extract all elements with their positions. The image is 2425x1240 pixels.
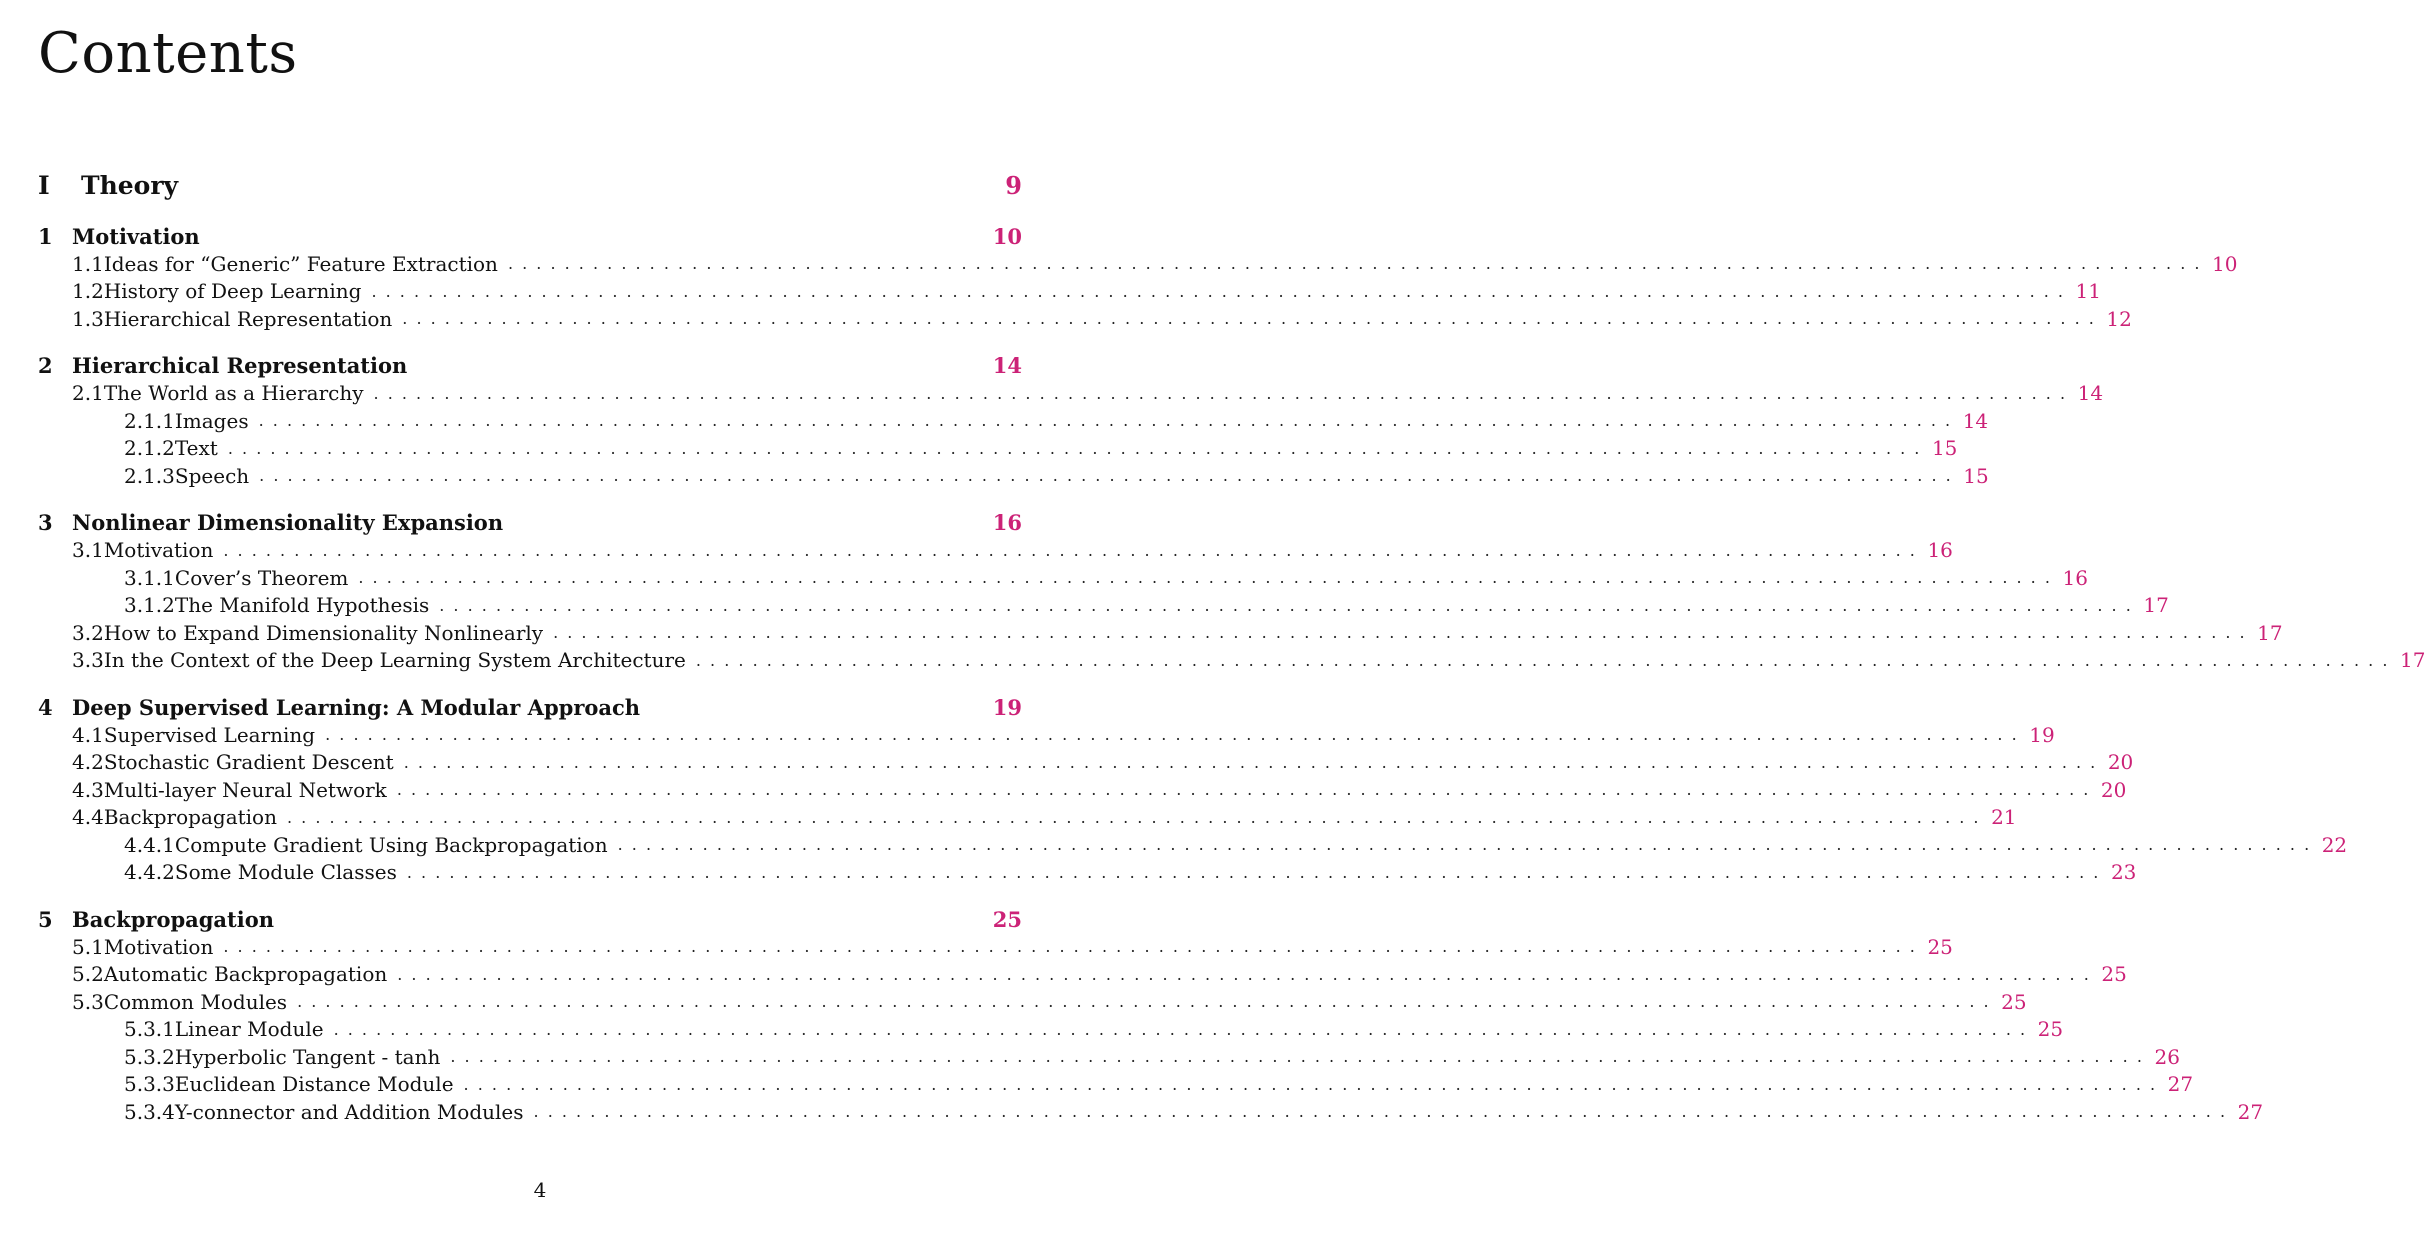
toc-chapter-row[interactable]	[38, 905, 1022, 933]
chapter-page-link[interactable]: 14	[992, 353, 1022, 378]
section-page-link[interactable]: 20	[2100, 777, 2127, 802]
subsection-page-link[interactable]: 15	[1963, 463, 1989, 488]
chapter-page-link[interactable]: 16	[992, 510, 1022, 535]
subsection-title: Images	[174, 408, 249, 433]
chapter-number: 1	[38, 223, 53, 249]
toc-chapter-row[interactable]	[38, 352, 1022, 380]
section-page-link[interactable]: 21	[1991, 805, 2017, 830]
chapter-title: Deep Supervised Learning: A Modular Approach	[72, 694, 641, 720]
page-title: Contents	[38, 21, 298, 86]
dot-leader: . . . . . . . . . . . . . . . . . . . . . . . . . . . . . . . . . . . . . . . . . . . . . . . . . . . . . . . . . . . . . . . . . . . . . . . . . . . . . . . . . . . . . . . . . . . . . . . . . . . . . . . . . . . . . . . . . . . . . . . .	[439, 595, 2133, 615]
toc-subsection-row[interactable]	[38, 435, 1958, 463]
section-page-link[interactable]: 11	[2075, 279, 2101, 304]
section-page-link[interactable]: 10	[2212, 251, 2238, 276]
dot-leader: . . . . . . . . . . . . . . . . . . . . . . . . . . . . . . . . . . . . . . . . . . . . . . . . . . . . . . . . . . . . . . . . . . . . . . . . . . . . . . . . . . . . . . . . . . . . . . . . . . . . . . . . . . . . . . . . . . . . . . . .	[325, 725, 2019, 745]
section-number: 1.1	[72, 251, 104, 276]
part-number: I	[38, 170, 50, 200]
dot-leader: . . . . . . . . . . . . . . . . . . . . . . . . . . . . . . . . . . . . . . . . . . . . . . . . . . . . . . . . . . . . . . . . . . . . . . . . . . . . . . . . . . . . . . . . . . . . . . . . . . . . . . . . . . . . . . . . . . . . . . . .	[403, 752, 2098, 772]
toc-chapter-row[interactable]	[38, 509, 1022, 537]
subsection-number: 2.1.3	[124, 463, 175, 488]
toc-subsection-row[interactable]	[38, 1071, 2194, 1099]
toc-chapter	[38, 693, 2348, 886]
section-title: Automatic Backpropagation	[103, 962, 388, 987]
dot-leader: . . . . . . . . . . . . . . . . . . . . . . . . . . . . . . . . . . . . . . . . . . . . . . . . . . . . . . . . . . . . . . . . . . . . . . . . . . . . . . . . . . . . . . . . . . . . . . . . . . . . . . . . . . . . . . . . . . . . . . . .	[358, 568, 2052, 588]
subsection-title: Linear Module	[174, 1017, 324, 1042]
section-title: Supervised Learning	[103, 722, 316, 747]
section-title: Ideas for “Generic” Feature Extraction	[103, 251, 498, 276]
subsection-page-link[interactable]: 25	[2037, 1017, 2064, 1042]
toc-section-row[interactable]	[38, 721, 2055, 749]
section-page-link[interactable]: 17	[2399, 648, 2425, 673]
subsection-page-link[interactable]: 23	[2110, 860, 2137, 885]
subsection-page-link[interactable]: 14	[1962, 408, 1989, 433]
page-number: 4	[533, 1178, 547, 1202]
subsection-number: 2.1.2	[124, 436, 175, 461]
chapter-title: Hierarchical Representation	[72, 353, 408, 378]
toc-section-row[interactable]	[38, 305, 2132, 333]
dot-leader: . . . . . . . . . . . . . . . . . . . . . . . . . . . . . . . . . . . . . . . . . . . . . . . . . . . . . . . . . . . . . . . . . . . . . . . . . . . . . . . . . . . . . . . . . . . . . . . . . . . . . . . . . . . . . . . . . . . . . . . .	[533, 1102, 2228, 1122]
dot-leader: . . . . . . . . . . . . . . . . . . . . . . . . . . . . . . . . . . . . . . . . . . . . . . . . . . . . . . . . . . . . . . . . . . . . . . . . . . . . . . . . . . . . . . . . . . . . . . . . . . . . . . . . . . . . . . . . . . . . . . . .	[695, 650, 2390, 670]
subsection-title: Text	[174, 436, 218, 461]
dot-leader: . . . . . . . . . . . . . . . . . . . . . . . . . . . . . . . . . . . . . . . . . . . . . . . . . . . . . . . . . . . . . . . . . . . . . . . . . . . . . . . . . . . . . . . . . . . . . . . . . . . . . . . . . . . . . . . . . . . . . . . .	[553, 623, 2247, 643]
toc-subsection-row[interactable]	[38, 462, 1989, 490]
chapter-number: 5	[38, 906, 53, 932]
section-title: Common Modules	[103, 989, 288, 1014]
subsection-page-link[interactable]: 17	[2143, 593, 2169, 618]
table-of-contents	[38, 222, 2425, 1145]
chapter-title: Motivation	[72, 223, 200, 249]
subsection-title: Y-connector and Addition Modules	[174, 1099, 524, 1124]
section-page-link[interactable]: 25	[1927, 934, 1953, 959]
section-number: 5.3	[72, 989, 104, 1014]
dot-leader: . . . . . . . . . . . . . . . . . . . . . . . . . . . . . . . . . . . . . . . . . . . . . . . . . . . . . . . . . . . . . . . . . . . . . . . . . . . . . . . . . . . . . . . . . . . . . . . . . . . . . . . . . . . . . . . . . . . . . . . .	[371, 281, 2065, 301]
chapter-title: Backpropagation	[72, 906, 274, 932]
chapter-number: 3	[38, 510, 53, 535]
section-title: Hierarchical Representation	[103, 306, 393, 331]
toc-chapter	[38, 905, 2264, 1126]
section-title: Multi-layer Neural Network	[103, 777, 387, 802]
dot-leader: . . . . . . . . . . . . . . . . . . . . . . . . . . . . . . . . . . . . . . . . . . . . . . . . . . . . . . . . . . . . . . . . . . . . . . . . . . . . . . . . . . . . . . . . . . . . . . . . . . . . . . . . . . . . . . . . . . . . . . . .	[617, 835, 2312, 855]
section-page-link[interactable]: 12	[2106, 306, 2132, 331]
subsection-number: 4.4.2	[124, 860, 175, 885]
section-page-link[interactable]: 20	[2107, 750, 2134, 775]
subsection-page-link[interactable]: 27	[2167, 1072, 2194, 1097]
subsection-title: The Manifold Hypothesis	[174, 593, 430, 618]
section-number: 4.4	[72, 805, 104, 830]
chapter-number: 4	[38, 694, 53, 720]
section-number: 3.3	[72, 648, 104, 673]
toc-subsection-row[interactable]	[38, 1043, 2180, 1071]
chapter-page-link[interactable]: 19	[992, 694, 1022, 720]
toc-subsection-row[interactable]	[38, 831, 2348, 859]
subsection-title: Compute Gradient Using Backpropagation	[174, 832, 608, 857]
subsection-title: Euclidean Distance Module	[174, 1072, 454, 1097]
dot-leader: . . . . . . . . . . . . . . . . . . . . . . . . . . . . . . . . . . . . . . . . . . . . . . . . . . . . . . . . . . . . . . . . . . . . . . . . . . . . . . . . . . . . . . . . . . . . . . . . . . . . . . . . . . . . . . . . . . . . . . . .	[373, 383, 2068, 403]
chapter-number: 2	[38, 353, 53, 378]
part-page-link[interactable]: 9	[1005, 170, 1022, 200]
section-number: 5.1	[72, 934, 104, 959]
section-number: 3.2	[72, 620, 104, 645]
section-number: 2.1	[72, 381, 104, 406]
dot-leader: . . . . . . . . . . . . . . . . . . . . . . . . . . . . . . . . . . . . . . . . . . . . . . . . . . . . . . . . . . . . . . . . . . . . . . . . . . . . . . . . . . . . . . . . . . . . . . . . . . . . . . . . . . . . . . . . . . . . . . . .	[286, 807, 1981, 827]
subsection-number: 5.3.1	[124, 1017, 175, 1042]
toc-section-row[interactable]	[38, 776, 2127, 804]
section-title: Motivation	[103, 934, 214, 959]
section-title: Motivation	[103, 538, 214, 563]
dot-leader: . . . . . . . . . . . . . . . . . . . . . . . . . . . . . . . . . . . . . . . . . . . . . . . . . . . . . . . . . . . . . . . . . . . . . . . . . . . . . . . . . . . . . . . . . . . . . . . . . . . . . . . . . . . . . . . . . . . . . . . .	[450, 1047, 2144, 1067]
section-number: 1.3	[72, 306, 104, 331]
section-title: Stochastic Gradient Descent	[103, 750, 394, 775]
toc-subsection-row[interactable]	[38, 564, 2088, 592]
dot-leader: . . . . . . . . . . . . . . . . . . . . . . . . . . . . . . . . . . . . . . . . . . . . . . . . . . . . . . . . . . . . . . . . . . . . . . . . . . . . . . . . . . . . . . . . . . . . . . . . . . . . . . . . . . . . . . . . . . . . . . . .	[396, 780, 2091, 800]
toc-chapter	[38, 222, 2238, 333]
subsection-title: Hyperbolic Tangent - tanh	[174, 1044, 441, 1069]
section-page-link[interactable]: 17	[2257, 620, 2283, 645]
section-number: 3.1	[72, 538, 104, 563]
subsection-page-link[interactable]: 15	[1931, 436, 1958, 461]
dot-leader: . . . . . . . . . . . . . . . . . . . . . . . . . . . . . . . . . . . . . . . . . . . . . . . . . . . . . . . . . . . . . . . . . . . . . . . . . . . . . . . . . . . . . . . . . . . . . . . . . . . . . . . . . . . . . . . . . . . . . . . .	[333, 1019, 2028, 1039]
section-title: In the Context of the Deep Learning System Architecture	[103, 648, 686, 673]
toc-subsection-row[interactable]	[38, 859, 2137, 887]
toc-subsection-row[interactable]	[38, 1016, 2064, 1044]
subsection-number: 3.1.1	[124, 565, 175, 590]
dot-leader: . . . . . . . . . . . . . . . . . . . . . . . . . . . . . . . . . . . . . . . . . . . . . . . . . . . . . . . . . . . . . . . . . . . . . . . . . . . . . . . . . . . . . . . . . . . . . . . . . . . . . . . . . . . . . . . . . . . . . . . .	[258, 411, 1953, 431]
toc-chapter-row[interactable]	[38, 693, 1022, 721]
section-number: 4.1	[72, 722, 104, 747]
subsection-number: 3.1.2	[124, 593, 175, 618]
toc-section-row[interactable]	[38, 804, 2017, 832]
chapter-page-link[interactable]: 10	[992, 223, 1022, 249]
toc-subsection-row[interactable]	[38, 1098, 2264, 1126]
section-page-link[interactable]: 25	[2101, 962, 2127, 987]
subsection-number: 5.3.3	[124, 1072, 175, 1097]
toc-section-row[interactable]	[38, 647, 2425, 675]
chapter-page-link[interactable]: 25	[992, 906, 1022, 932]
dot-leader: . . . . . . . . . . . . . . . . . . . . . . . . . . . . . . . . . . . . . . . . . . . . . . . . . . . . . . . . . . . . . . . . . . . . . . . . . . . . . . . . . . . . . . . . . . . . . . . . . . . . . . . . . . . . . . . . . . . . . . . .	[259, 466, 1953, 486]
part-title: Theory	[81, 170, 179, 200]
dot-leader: . . . . . . . . . . . . . . . . . . . . . . . . . . . . . . . . . . . . . . . . . . . . . . . . . . . . . . . . . . . . . . . . . . . . . . . . . . . . . . . . . . . . . . . . . . . . . . . . . . . . . . . . . . . . . . . . . . . . . . . .	[402, 309, 2096, 329]
section-title: How to Expand Dimensionality Nonlinearly	[103, 620, 544, 645]
toc-section-row[interactable]	[38, 250, 2238, 278]
toc-section-row[interactable]	[38, 619, 2283, 647]
section-number: 4.3	[72, 777, 104, 802]
section-number: 4.2	[72, 750, 104, 775]
dot-leader: . . . . . . . . . . . . . . . . . . . . . . . . . . . . . . . . . . . . . . . . . . . . . . . . . . . . . . . . . . . . . . . . . . . . . . . . . . . . . . . . . . . . . . . . . . . . . . . . . . . . . . . . . . . . . . . . . . . . . . . .	[406, 862, 2101, 882]
section-page-link[interactable]: 25	[2001, 989, 2027, 1014]
chapter-title: Nonlinear Dimensionality Expansion	[72, 510, 504, 535]
dot-leader: . . . . . . . . . . . . . . . . . . . . . . . . . . . . . . . . . . . . . . . . . . . . . . . . . . . . . . . . . . . . . . . . . . . . . . . . . . . . . . . . . . . . . . . . . . . . . . . . . . . . . . . . . . . . . . . . . . . . . . . .	[223, 540, 1917, 560]
subsection-number: 2.1.1	[124, 408, 175, 433]
toc-part-row[interactable]	[38, 168, 1022, 202]
toc-subsection-row[interactable]	[38, 407, 1989, 435]
subsection-number: 5.3.2	[124, 1044, 175, 1069]
section-title: The World as a Hierarchy	[103, 381, 364, 406]
subsection-number: 5.3.4	[124, 1099, 175, 1124]
section-title: Backpropagation	[103, 805, 277, 830]
subsection-title: Speech	[174, 463, 250, 488]
subsection-page-link[interactable]: 27	[2237, 1099, 2264, 1124]
toc-section-row[interactable]	[38, 749, 2134, 777]
subsection-number: 4.4.1	[124, 832, 175, 857]
toc-chapter	[38, 509, 2425, 675]
toc-subsection-row[interactable]	[38, 592, 2169, 620]
section-page-link[interactable]: 14	[2077, 381, 2104, 406]
section-title: History of Deep Learning	[103, 279, 362, 304]
toc-section-row[interactable]	[38, 380, 2104, 408]
toc-section-row[interactable]	[38, 933, 1953, 961]
dot-leader: . . . . . . . . . . . . . . . . . . . . . . . . . . . . . . . . . . . . . . . . . . . . . . . . . . . . . . . . . . . . . . . . . . . . . . . . . . . . . . . . . . . . . . . . . . . . . . . . . . . . . . . . . . . . . . . . . . . . . . . .	[297, 992, 1991, 1012]
toc-chapter	[38, 352, 2104, 490]
dot-leader: . . . . . . . . . . . . . . . . . . . . . . . . . . . . . . . . . . . . . . . . . . . . . . . . . . . . . . . . . . . . . . . . . . . . . . . . . . . . . . . . . . . . . . . . . . . . . . . . . . . . . . . . . . . . . . . . . . . . . . . .	[397, 964, 2091, 984]
subsection-title: Cover’s Theorem	[174, 565, 349, 590]
section-page-link[interactable]: 19	[2029, 722, 2055, 747]
toc-chapter-row[interactable]	[38, 222, 1022, 250]
toc-section-row[interactable]	[38, 537, 1953, 565]
subsection-page-link[interactable]: 16	[2062, 565, 2088, 590]
section-page-link[interactable]: 16	[1927, 538, 1953, 563]
toc-section-row[interactable]	[38, 278, 2101, 306]
section-number: 5.2	[72, 962, 104, 987]
dot-leader: . . . . . . . . . . . . . . . . . . . . . . . . . . . . . . . . . . . . . . . . . . . . . . . . . . . . . . . . . . . . . . . . . . . . . . . . . . . . . . . . . . . . . . . . . . . . . . . . . . . . . . . . . . . . . . . . . . . . . . . .	[507, 254, 2202, 274]
dot-leader: . . . . . . . . . . . . . . . . . . . . . . . . . . . . . . . . . . . . . . . . . . . . . . . . . . . . . . . . . . . . . . . . . . . . . . . . . . . . . . . . . . . . . . . . . . . . . . . . . . . . . . . . . . . . . . . . . . . . . . . .	[227, 438, 1922, 458]
section-number: 1.2	[72, 279, 104, 304]
toc-section-row[interactable]	[38, 961, 2127, 989]
subsection-page-link[interactable]: 26	[2154, 1044, 2180, 1069]
subsection-title: Some Module Classes	[174, 860, 397, 885]
dot-leader: . . . . . . . . . . . . . . . . . . . . . . . . . . . . . . . . . . . . . . . . . . . . . . . . . . . . . . . . . . . . . . . . . . . . . . . . . . . . . . . . . . . . . . . . . . . . . . . . . . . . . . . . . . . . . . . . . . . . . . . .	[223, 937, 1917, 957]
dot-leader: . . . . . . . . . . . . . . . . . . . . . . . . . . . . . . . . . . . . . . . . . . . . . . . . . . . . . . . . . . . . . . . . . . . . . . . . . . . . . . . . . . . . . . . . . . . . . . . . . . . . . . . . . . . . . . . . . . . . . . . .	[463, 1074, 2158, 1094]
toc-section-row[interactable]	[38, 988, 2027, 1016]
subsection-page-link[interactable]: 22	[2321, 832, 2348, 857]
